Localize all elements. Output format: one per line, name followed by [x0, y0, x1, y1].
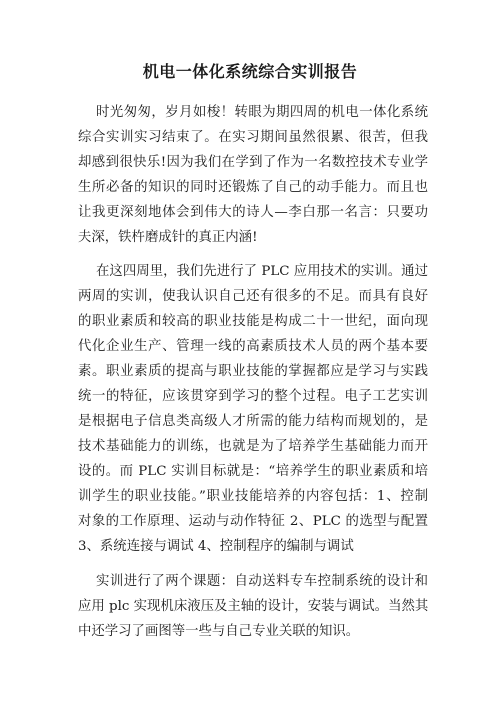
paragraph-3-line-3: 中还学习了画图等一些与自己专业关联的知识。 [78, 624, 360, 639]
paragraph-1-line-5: 让我更深刻地体会到伟大的诗人—李白那一名言：只要功 [78, 205, 428, 220]
paragraph-2-line-11: 对象的工作原理、运动与动作特征 2、PLC 的选型与配置 [78, 514, 428, 529]
paragraph-2-line-9: 设的。而 PLC 实训目标就是：“培养学生的职业素质和培 [78, 464, 428, 479]
paragraph-2-line-6: 统一的特征，应该贯穿到学习的整个过程。电子工艺实训 [78, 389, 428, 404]
paragraph-2-line-7: 是根据电子信息类高级人才所需的能力结构而规划的，是 [78, 414, 428, 429]
paragraph-1-line-6: 夫深，铁杵磨成针的真正内涵! [78, 230, 258, 245]
paragraph-1-line-4: 生所必备的知识的同时还锻炼了自己的动手能力。而且也 [78, 180, 428, 195]
paragraph-2-line-8: 技术基础能力的训练，也就是为了培养学生基础能力而开 [78, 439, 428, 454]
paragraph-3-line-2: 应用 plc 实现机床液压及主轴的设计，安装与调试。当然其 [78, 599, 429, 614]
paragraph-2-line-5: 素。职业素质的提高与职业技能的掌握都应是学习与实践 [78, 364, 428, 379]
paragraph-2-line-12: 3、系统连接与调试 4、控制程序的编制与调试 [78, 539, 354, 554]
paragraph-3-line-1: 实训进行了两个课题：自动送料专车控制系统的设计和 [96, 574, 428, 589]
paragraph-1-line-3: 却感到很快乐!因为我们在学到了作为一名数控技术专业学 [78, 155, 428, 170]
paragraph-1-line-1: 时光匆匆，岁月如梭！转眼为期四周的机电一体化系统 [96, 105, 428, 120]
paragraph-2-line-1: 在这四周里，我们先进行了 PLC 应用技术的实训。通过 [96, 264, 428, 279]
paragraph-1-line-2: 综合实训实习结束了。在实习期间虽然很累、很苦，但我 [78, 130, 428, 145]
paragraph-2-line-2: 两周的实训，使我认识自己还有很多的不足。而具有良好 [78, 289, 428, 304]
paragraph-2-line-10: 训学生的职业技能。”职业技能培养的内容包括：1、控制 [78, 489, 428, 504]
document-title: 机电一体化系统综合实训报告 [142, 62, 358, 81]
paragraph-2-line-3: 的职业素质和较高的职业技能是构成二十一世纪，面向现 [78, 314, 428, 329]
paragraph-2-line-4: 代化企业生产、管理一线的高素质技术人员的两个基本要 [78, 339, 428, 354]
